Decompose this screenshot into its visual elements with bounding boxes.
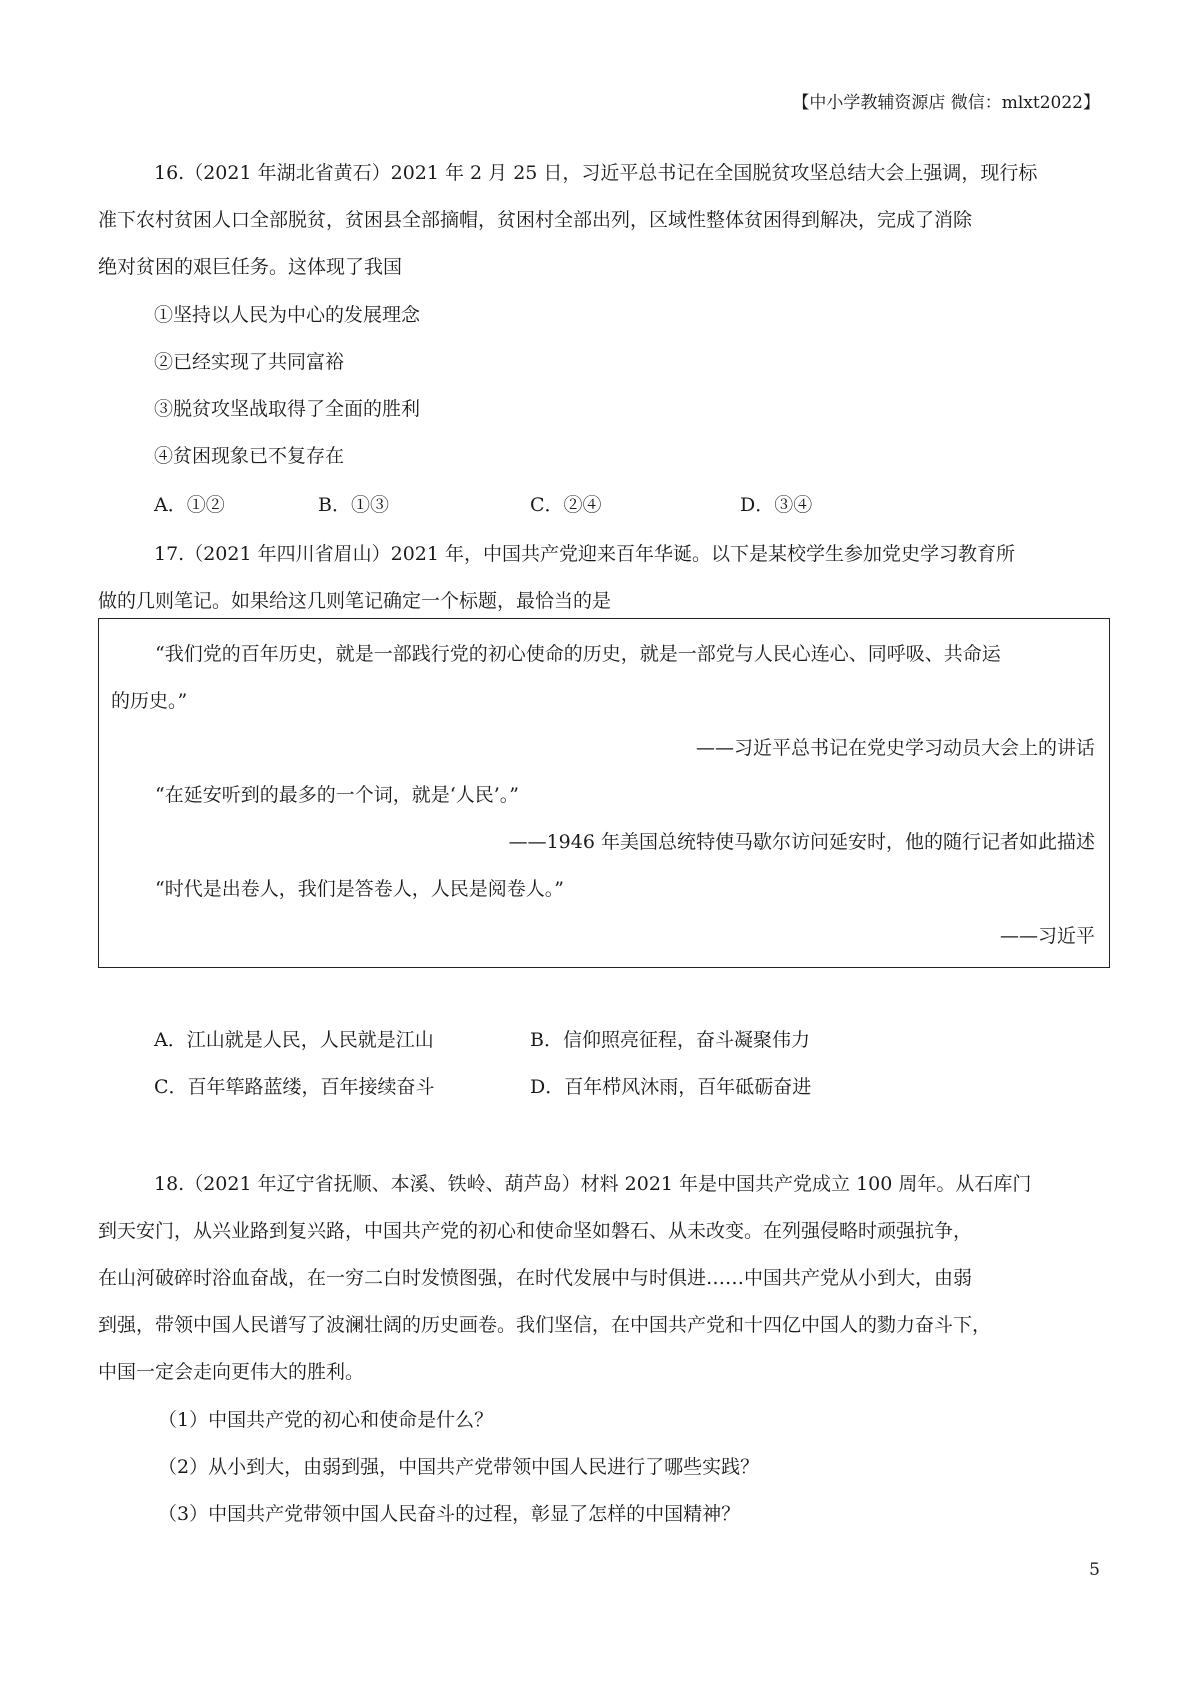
q17-option-a[interactable]: A．江山就是人民，人民就是江山 [154, 1029, 434, 1051]
q16-stem-line-3: 绝对贫困的艰巨任务。这体现了我国 [98, 256, 403, 278]
q18-sub-3: （3）中国共产党带领中国人民奋斗的过程，彰显了怎样的中国精神？ [158, 1503, 741, 1525]
q16-item-2: ②已经实现了共同富裕 [154, 351, 345, 373]
q16-option-c[interactable]: C．②④ [530, 494, 602, 516]
q18-material-line-5: 中国一定会走向更伟大的胜利。 [98, 1361, 365, 1383]
q16-item-3: ③脱贫攻坚战取得了全面的胜利 [154, 398, 421, 420]
quote-box [98, 618, 1110, 968]
q17-stem-line-2: 做的几则笔记。如果给这几则笔记确定一个标题，最恰当的是 [98, 590, 612, 612]
q18-material-line-2: 到天安门，从兴业路到复兴路，中国共产党的初心和使命坚如磐石、从未改变。在列强侵略时顽强抗争， [98, 1220, 973, 1242]
quote-2: “在延安听到的最多的一个词，就是‘人民’。” [155, 784, 520, 806]
q16-stem-line-2: 准下农村贫困人口全部脱贫，贫困县全部摘帽，贫困村全部出列，区域性整体贫困得到解决，完成了消除 [98, 209, 973, 231]
header-tag: 【中小学教辅资源店 微信：mlxt2022】 [792, 93, 1100, 113]
q18-sub-1: （1）中国共产党的初心和使命是什么？ [158, 1409, 494, 1431]
q17-option-b[interactable]: B．信仰照亮征程，奋斗凝聚伟力 [530, 1029, 810, 1051]
quote-2-source: ——1946 年美国总统特使马歇尔访问延安时，他的随行记者如此描述 [508, 831, 1095, 853]
q17-option-c[interactable]: C．百年筚路蓝缕，百年接续奋斗 [154, 1076, 435, 1098]
quote-3-source: ——习近平 [999, 925, 1095, 947]
q18-material-line-1: 18.（2021 年辽宁省抚顺、本溪、铁岭、葫芦岛）材料 2021 年是中国共产党成立 100 周年。从石库门 [154, 1173, 1032, 1195]
q16-item-4: ④贫困现象已不复存在 [154, 445, 345, 467]
quote-1-line-1: “我们党的百年历史，就是一部践行党的初心使命的历史，就是一部党与人民心连心、同呼吸、共命运 [155, 643, 1001, 665]
q18-material-line-4: 到强，带领中国人民谱写了波澜壮阔的历史画卷。我们坚信，在中国共产党和十四亿中国人的勠力奋斗下， [98, 1314, 992, 1336]
page-number: 5 [1089, 1560, 1100, 1580]
q18-material-line-3: 在山河破碎时浴血奋战，在一穷二白时发愤图强，在时代发展中与时俱进……中国共产党从小到大，由弱 [98, 1267, 973, 1289]
quote-1-line-2: 的历史。” [111, 690, 188, 712]
q17-option-d[interactable]: D．百年栉风沐雨，百年砥砺奋进 [530, 1076, 812, 1098]
quote-3: “时代是出卷人，我们是答卷人，人民是阅卷人。” [155, 878, 564, 900]
q16-stem-line-1: 16.（2021 年湖北省黄石）2021 年 2 月 25 日，习近平总书记在全国脱贫攻坚总结大会上强调，现行标 [154, 162, 1038, 184]
q18-sub-2: （2）从小到大，由弱到强，中国共产党带领中国人民进行了哪些实践？ [158, 1456, 760, 1478]
q16-item-1: ①坚持以人民为中心的发展理念 [154, 304, 421, 326]
q17-stem-line-1: 17.（2021 年四川省眉山）2021 年，中国共产党迎来百年华诞。以下是某校学生参加党史学习教育所 [154, 543, 1016, 565]
quote-1-source: ——习近平总书记在党史学习动员大会上的讲话 [695, 737, 1095, 759]
q16-option-d[interactable]: D．③④ [740, 494, 813, 516]
q16-option-b[interactable]: B．①③ [318, 494, 389, 516]
q16-option-a[interactable]: A．①② [154, 494, 225, 516]
